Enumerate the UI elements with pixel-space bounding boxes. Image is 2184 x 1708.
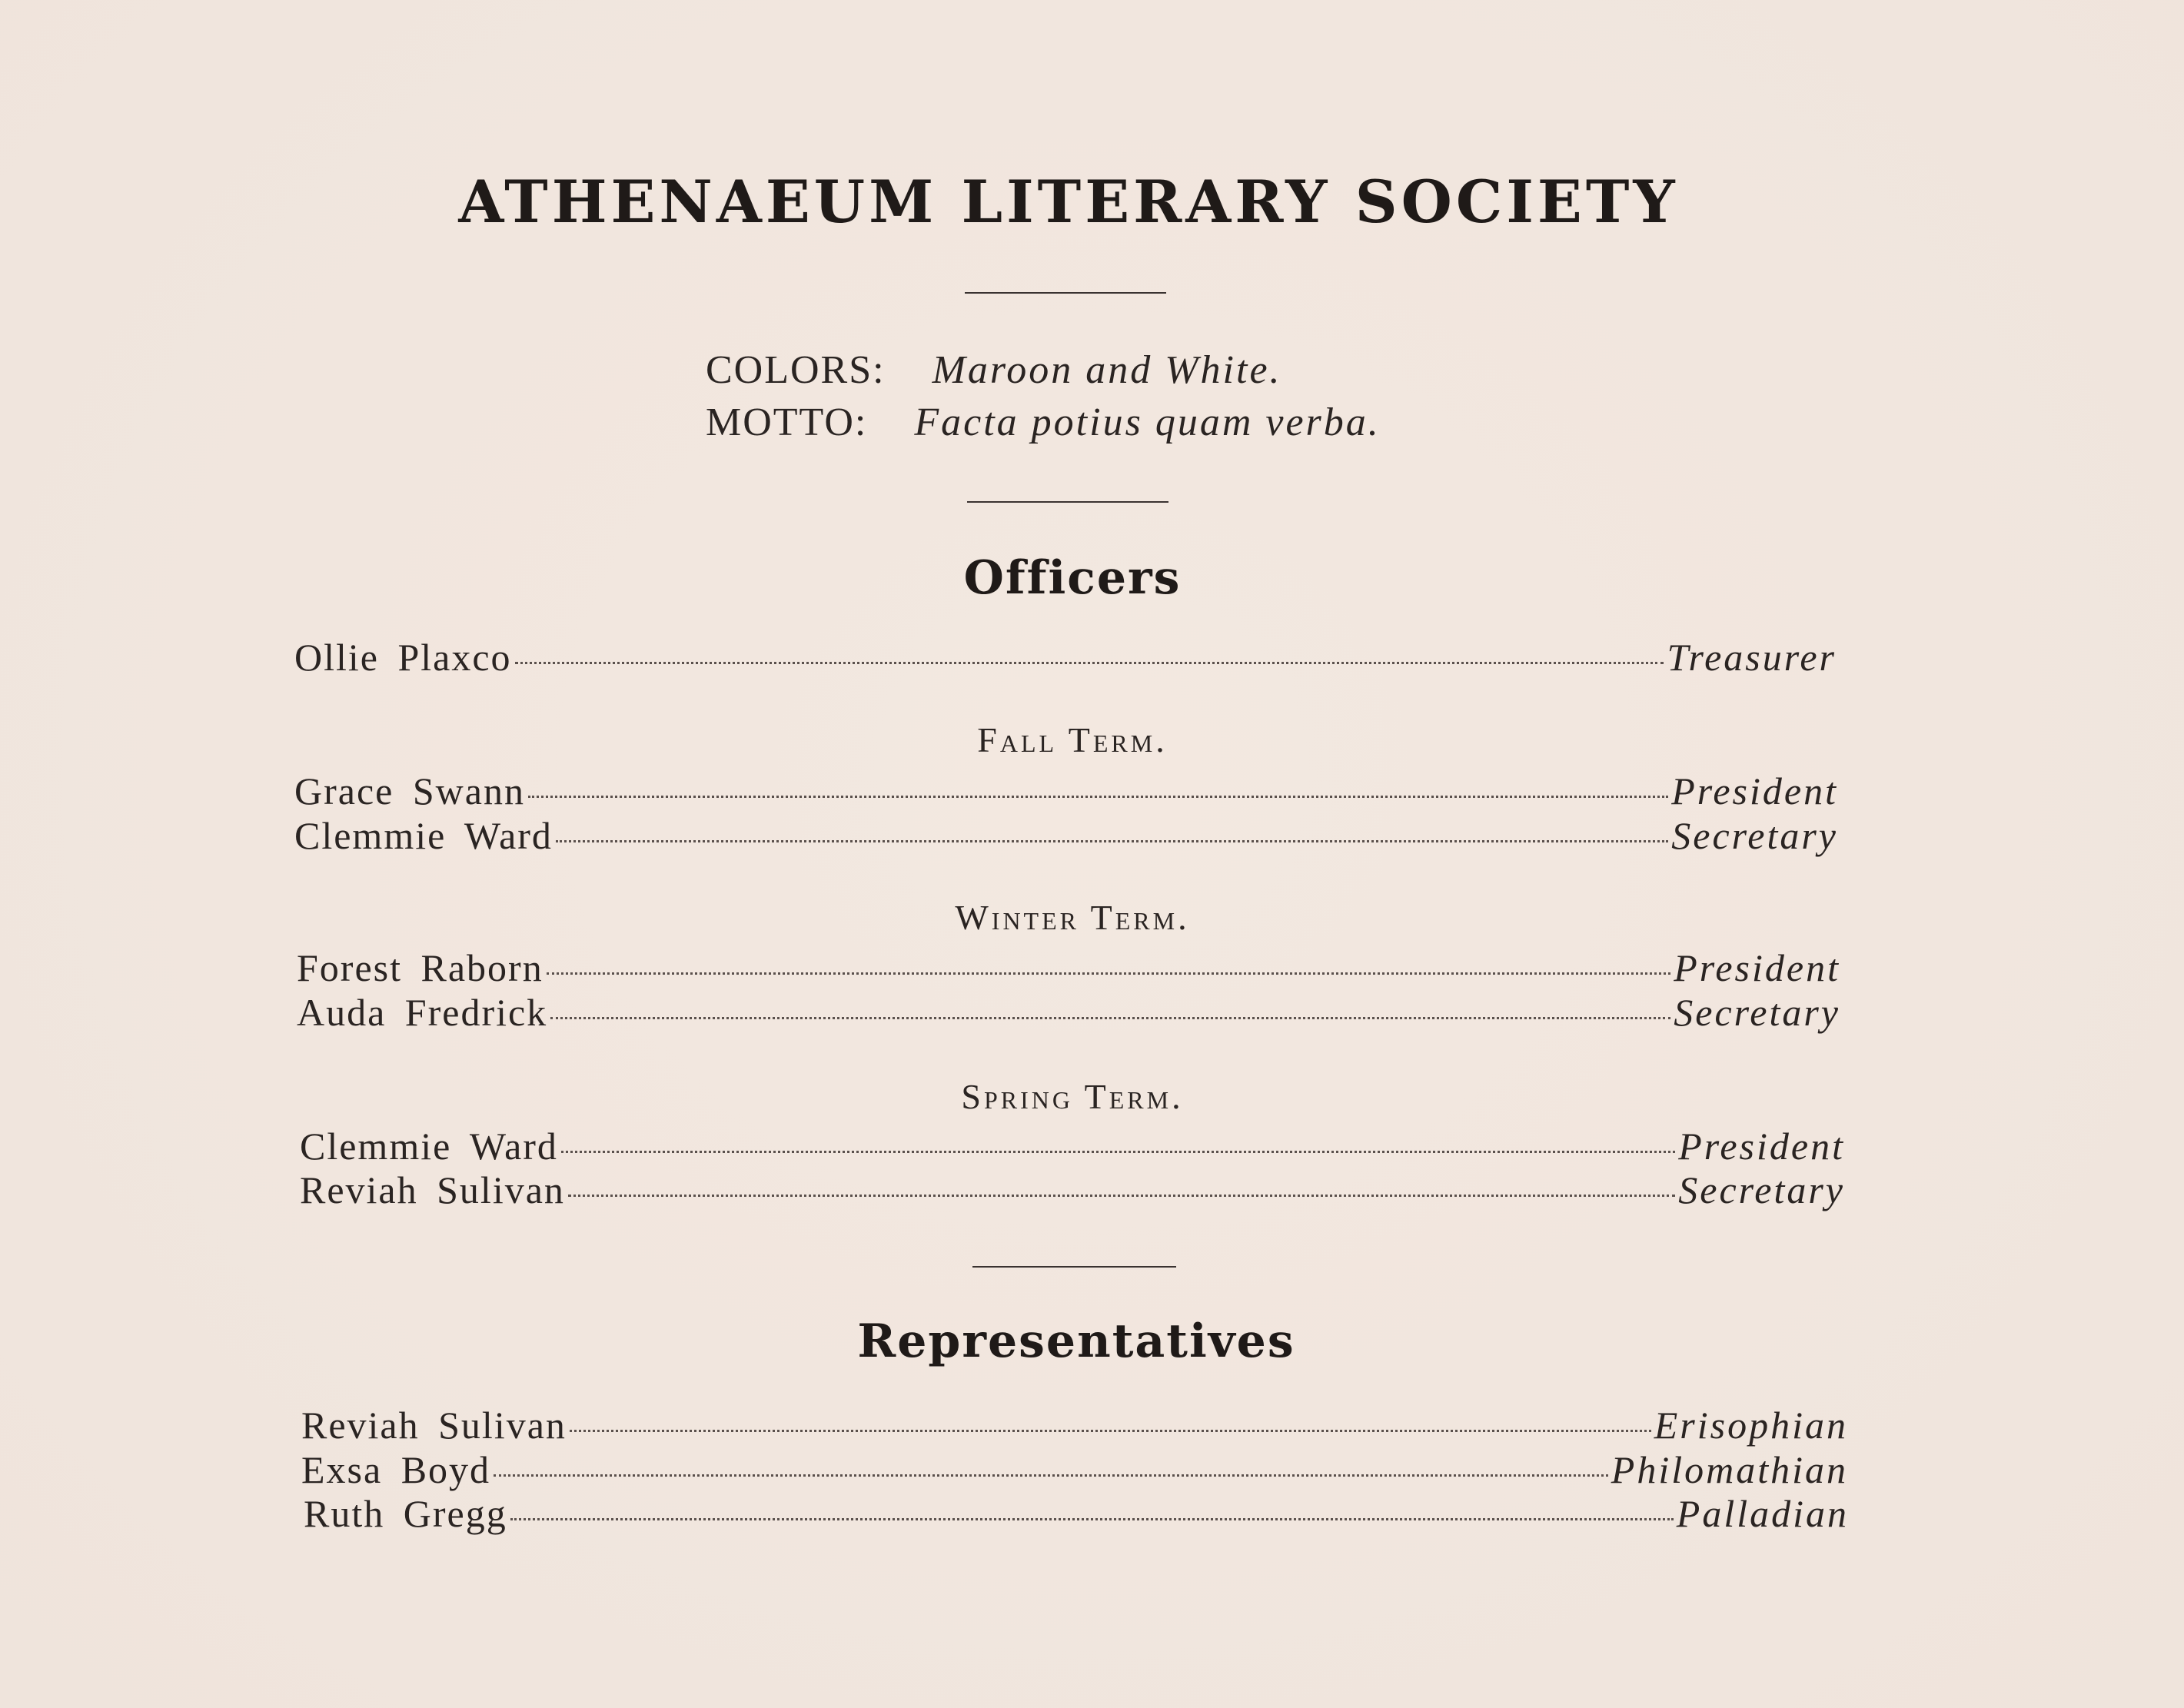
representative-name: Reviah Sulivan: [301, 1404, 567, 1447]
representative-row: [304, 1491, 1849, 1537]
representative-name: Exsa Boyd: [301, 1448, 491, 1491]
term-heading-spring: Spring Term.: [961, 1077, 1184, 1116]
divider-top: [965, 292, 1166, 294]
term-heading-fall: Fall Term.: [977, 720, 1168, 759]
officer-row: [300, 1168, 1845, 1214]
motto-value: Facta potius quam verba.: [914, 400, 1381, 444]
dot-leader: [547, 972, 1671, 975]
representative-row: [301, 1447, 1848, 1494]
officer-name: Clemmie Ward: [294, 814, 553, 857]
term-heading-winter: Winter Term.: [955, 898, 1190, 937]
dot-leader: [561, 1151, 1675, 1153]
officer-role: President: [1671, 769, 1838, 812]
officer-role: President: [1678, 1125, 1845, 1168]
officer-row: [294, 635, 1837, 681]
page-title: ATHENAEUM LITERARY SOCIETY: [458, 168, 1679, 236]
representatives-heading: Representatives: [857, 1314, 1295, 1368]
representative-society: Palladian: [1676, 1492, 1849, 1535]
officer-role: Treasurer: [1667, 636, 1837, 679]
officer-row: [294, 813, 1838, 859]
motto-label: MOTTO:: [706, 400, 868, 444]
officer-role: Secretary: [1671, 814, 1838, 857]
officer-role: Secretary: [1674, 991, 1840, 1034]
officer-name: Ollie Plaxco: [294, 636, 512, 679]
colors-label: COLORS:: [706, 348, 886, 392]
officer-row: [297, 945, 1840, 992]
dot-leader: [528, 796, 1668, 798]
colors-value: Maroon and White.: [932, 348, 1282, 392]
officer-row: [297, 990, 1840, 1036]
divider-middle: [967, 501, 1168, 503]
dot-leader: [568, 1195, 1675, 1197]
officers-heading: Officers: [963, 551, 1182, 605]
officer-row: [294, 769, 1838, 815]
motto-line: [706, 400, 1381, 445]
divider-bottom: [972, 1266, 1176, 1268]
representative-society: Philomathian: [1611, 1448, 1848, 1491]
representative-row: [301, 1403, 1848, 1449]
dot-leader: [550, 1017, 1670, 1019]
dot-leader: [556, 840, 1668, 842]
officer-role: President: [1674, 946, 1840, 989]
officer-row: [300, 1124, 1845, 1170]
colors-line: [706, 347, 1282, 393]
dot-leader: [515, 662, 1664, 664]
dot-leader: [570, 1430, 1651, 1432]
representative-name: Ruth Gregg: [304, 1492, 507, 1535]
officer-name: Forest Raborn: [297, 946, 544, 989]
officer-name: Clemmie Ward: [300, 1125, 558, 1168]
officer-name: Grace Swann: [294, 769, 525, 812]
officer-name: Reviah Sulivan: [300, 1168, 565, 1211]
dot-leader: [510, 1518, 1674, 1520]
representative-society: Erisophian: [1654, 1404, 1848, 1447]
officer-role: Secretary: [1678, 1168, 1845, 1211]
officer-name: Auda Fredrick: [297, 991, 548, 1034]
dot-leader: [494, 1474, 1608, 1477]
